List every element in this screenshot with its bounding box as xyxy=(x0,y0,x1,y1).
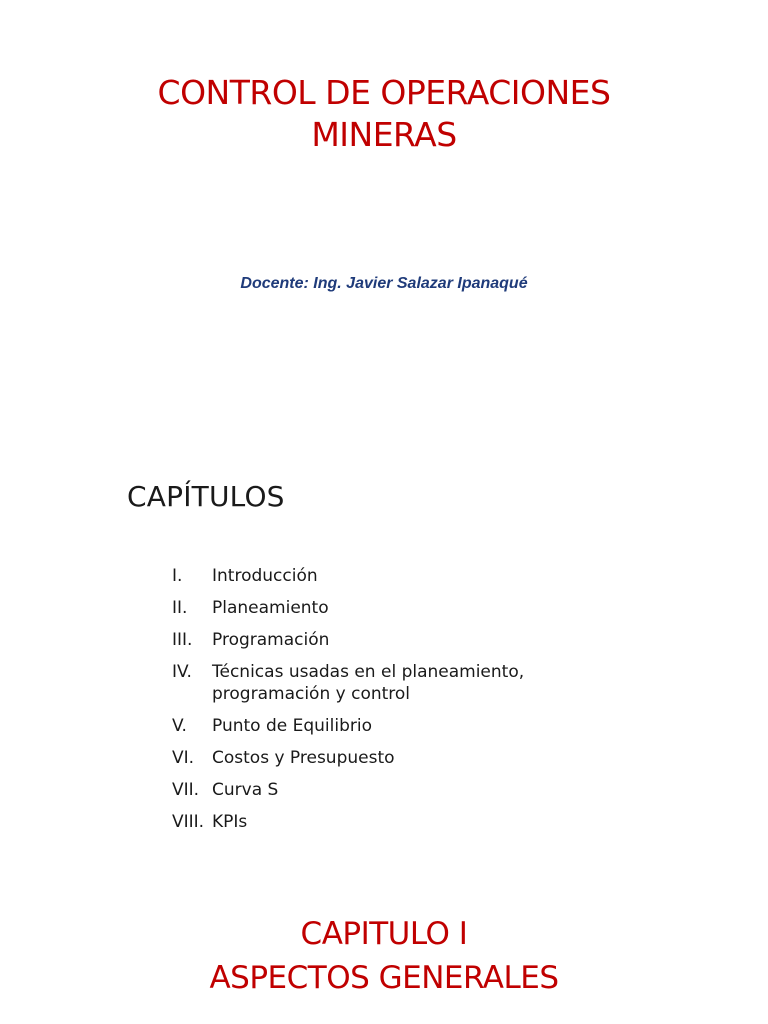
title-line-1: CONTROL DE OPERACIONES xyxy=(157,73,611,112)
chapter-list xyxy=(172,565,602,843)
chapter-item xyxy=(172,715,602,737)
chapter-number: VII. xyxy=(172,780,200,800)
chapter-title: Punto de Equilibrio xyxy=(212,716,373,736)
capitulo-line-1: CAPITULO I xyxy=(300,916,468,952)
chapter-item xyxy=(172,661,602,705)
chapter-number: III. xyxy=(172,630,193,650)
chapter-number: II. xyxy=(172,598,188,618)
title-line-2: MINERAS xyxy=(311,115,457,154)
chapter-number: VI. xyxy=(172,748,195,768)
chapter-item xyxy=(172,565,602,587)
chapter-item xyxy=(172,779,602,801)
chapter-title: Curva S xyxy=(212,780,279,800)
chapters-heading: CAPÍTULOS xyxy=(127,480,285,513)
document-title xyxy=(0,72,768,156)
chapter-item xyxy=(172,747,602,769)
docente-label: Docente: Ing. Javier Salazar Ipanaqué xyxy=(240,275,528,292)
chapter-number: V. xyxy=(172,716,187,736)
chapter-title: Costos y Presupuesto xyxy=(212,748,395,768)
chapter-title: KPIs xyxy=(212,812,248,832)
chapter-one-heading xyxy=(0,912,768,1000)
chapter-item xyxy=(172,629,602,651)
chapter-number: VIII. xyxy=(172,812,205,832)
chapter-number: I. xyxy=(172,566,183,586)
chapter-title: Planeamiento xyxy=(212,598,329,618)
chapter-title: Programación xyxy=(212,630,330,650)
chapter-item xyxy=(172,597,602,619)
chapter-item xyxy=(172,811,602,833)
chapter-title: Introducción xyxy=(212,566,318,586)
chapter-number: IV. xyxy=(172,662,192,682)
capitulo-line-2: ASPECTOS GENERALES xyxy=(209,960,559,996)
chapter-title: Técnicas usadas en el planeamiento, programación y control xyxy=(212,662,525,704)
